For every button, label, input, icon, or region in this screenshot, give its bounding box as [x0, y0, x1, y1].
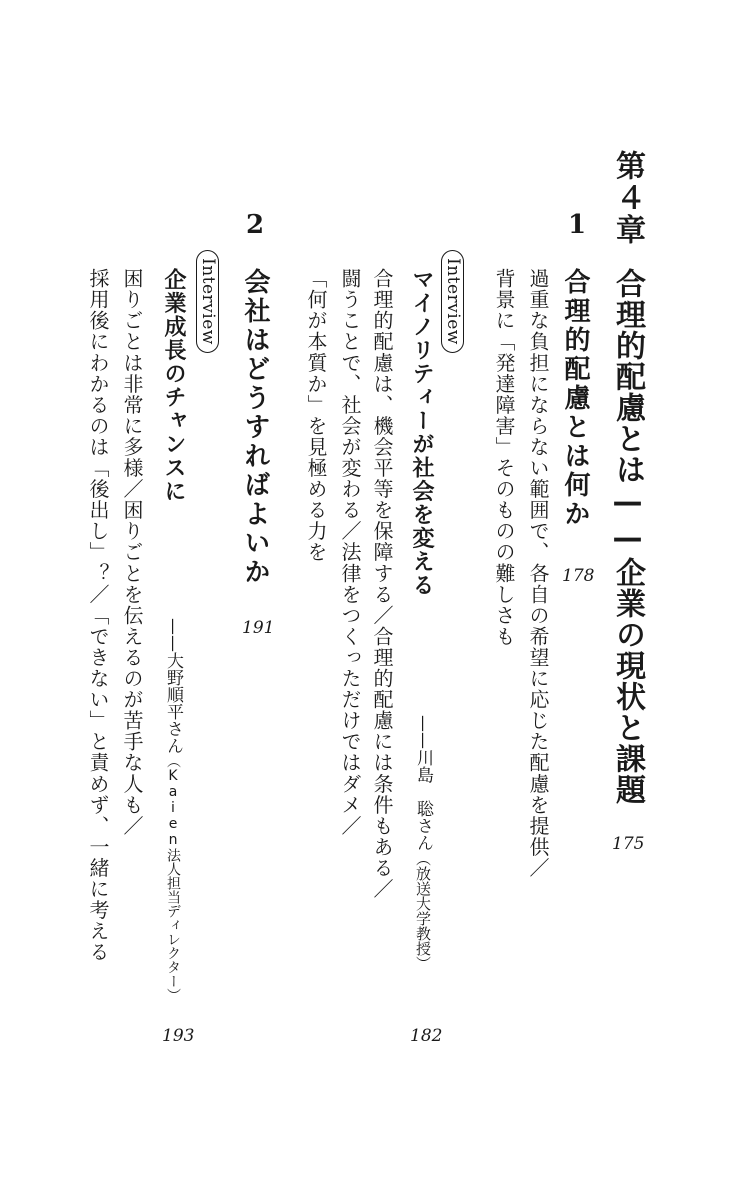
interview-1-summary-line-3: 「何が本質か」を見極める力を	[304, 268, 328, 563]
interview-1-summary-line-2: 闘うことで、社会が変わる／法律をつくっただけではダメ／	[338, 268, 362, 837]
interview-2-tag: Interview	[196, 250, 219, 353]
interview-1-tag: Interview	[441, 250, 464, 353]
interview-1-title: マイノリティーが社会を変える	[409, 268, 434, 597]
interview-1-person-name: ——川島 聡さん	[413, 715, 433, 851]
section-2-title: 会社はどうすればよいか	[240, 268, 270, 587]
interview-2-person-name: ——大野順平さん	[163, 618, 183, 754]
interview-2-affiliation: （Kaien法人担当ディレクター）	[165, 754, 181, 1002]
chapter-label: 第４章	[610, 150, 645, 246]
interview-1-page-number: 182	[410, 1026, 443, 1046]
interview-2-summary-line-1: 困りごとは非常に多様／困りごとを伝えるのが苦手な人も／	[120, 268, 144, 837]
section-1-title: 合理的配慮とは何か	[560, 268, 590, 529]
section-1-number: 1	[568, 210, 587, 240]
section-2-page-number: 191	[242, 618, 275, 638]
interview-1-affiliation: （放送大学教授）	[414, 851, 432, 971]
section-1-page-number: 178	[562, 566, 595, 586]
interview-2-page-number: 193	[162, 1026, 195, 1046]
interview-2-summary-line-2: 採用後にわかるのは「後出し」？／「できない」と責めず、一緒に考える	[86, 268, 110, 963]
interview-1-person	[414, 715, 431, 971]
interview-1-summary-line-1: 合理的配慮は、機会平等を保障する／合理的配慮には条件もある／	[370, 268, 394, 900]
section-2-number: 2	[246, 210, 265, 240]
section-1-summary-line-1: 過重な負担にならない範囲で、各自の希望に応じた配慮を提供／	[526, 268, 550, 879]
section-1-summary-line-2: 背景に「発達障害」そのものの難しさも	[492, 268, 516, 647]
chapter-page-number: 175	[612, 834, 645, 854]
interview-2-title: 企業成長のチャンスに	[161, 268, 186, 503]
interview-2-person	[164, 618, 181, 1002]
chapter-title: 合理的配慮とは——企業の現状と課題	[610, 268, 645, 805]
